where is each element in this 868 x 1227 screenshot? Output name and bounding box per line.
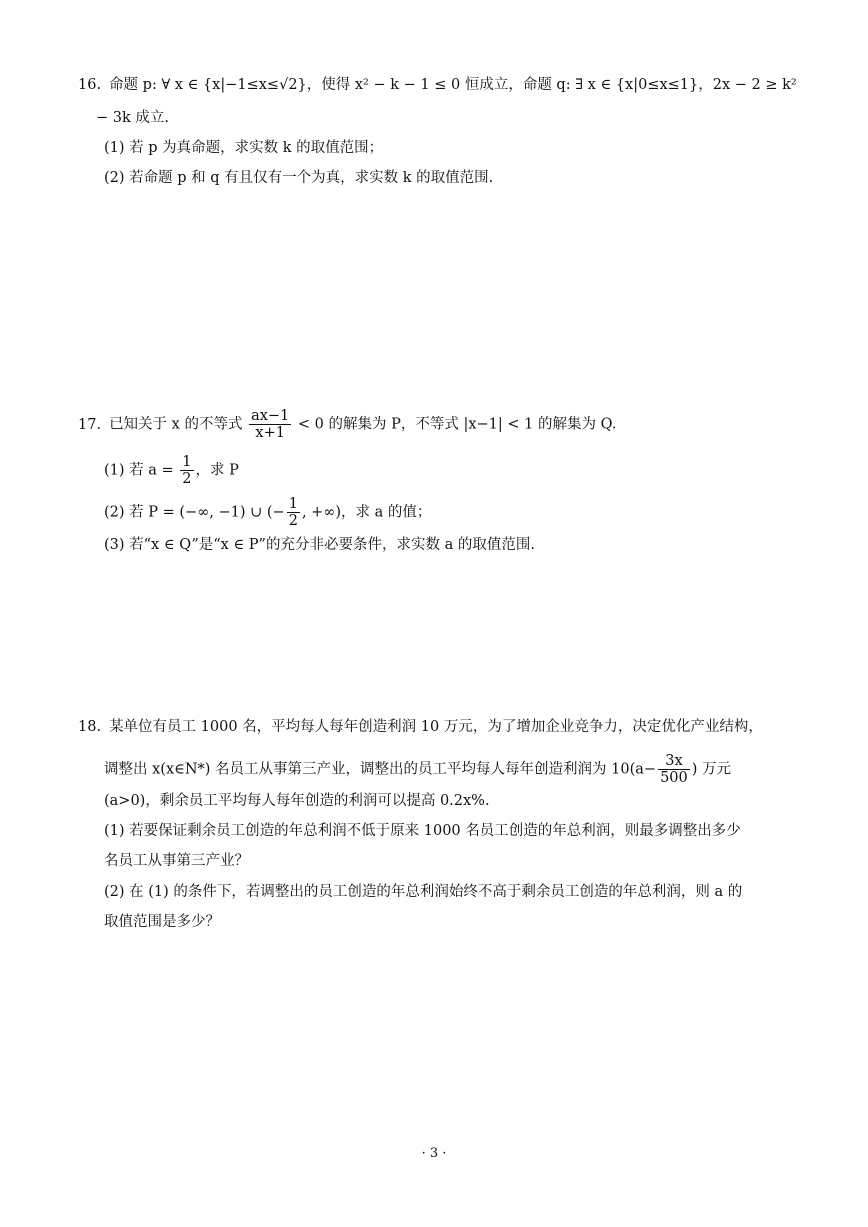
problem-16-line-1	[78, 75, 797, 95]
fraction	[658, 754, 690, 785]
problem-text: 命题 p: ∀ x ∈ {x|−1≤x≤√2}，使得 x² − k − 1 ≤ 0 恒成立，命题 q: ∃ x ∈ {x|0≤x≤1}，2x − 2 ≥ k²	[109, 77, 797, 93]
problem-18-question-2: (2) 在 (1) 的条件下，若调整出的员工创造的年总利润始终不高于剩余员工创造的年总利润，则 a 的	[104, 884, 743, 900]
fraction-numerator: 3x	[658, 754, 690, 770]
problem-16-question-1: (1) 若 p 为真命题，求实数 k 的取值范围；	[104, 140, 384, 156]
problem-text: 已知关于 x 的不等式	[109, 416, 248, 433]
problem-16-question-2: (2) 若命题 p 和 q 有且仅有一个为真，求实数 k 的取值范围.	[104, 170, 494, 186]
question-text: (2) 若 P = (−∞, −1) ∪ (−	[104, 504, 285, 521]
problem-18-question-1: (1) 若要保证剩余员工创造的年总利润不低于原来 1000 名员工创造的年总利润，则最多调整出多少	[104, 823, 741, 839]
problem-18-question-1-cont: 名员工从事第三产业？	[104, 853, 249, 869]
problem-number: 18.	[78, 719, 102, 735]
fraction-denominator: 500	[660, 770, 688, 786]
problem-text: < 0 的解集为 P，不等式 |x−1| < 1 的解集为 Q.	[293, 416, 617, 433]
fraction-numerator: ax−1	[251, 408, 290, 424]
problem-18-line-2	[104, 754, 731, 785]
fraction-numerator: 1	[182, 454, 192, 470]
problem-text: 某单位有员工 1000 名，平均每人每年创造利润 10 万元，为了增加企业竞争力，决定优化产业结构，	[109, 719, 763, 735]
problem-18-line-1	[78, 717, 763, 737]
fraction	[180, 455, 193, 486]
problem-17-intro	[78, 409, 616, 440]
fraction-numerator: 1	[288, 496, 298, 512]
question-text: (1) 若 a =	[104, 462, 179, 479]
fraction	[249, 409, 291, 440]
fraction	[287, 497, 300, 528]
problem-18-line-3: (a>0)，剩余员工平均每人每年创造的利润可以提高 0.2x%.	[104, 793, 490, 809]
problem-number: 16.	[78, 77, 102, 93]
problem-16-line-2: − 3k 成立.	[96, 110, 169, 126]
problem-text: ) 万元	[691, 761, 732, 778]
problem-number: 17.	[78, 416, 102, 433]
fraction-denominator: x+1	[255, 425, 285, 441]
fraction-denominator: 2	[288, 513, 298, 529]
page-number: · 3 ·	[421, 1146, 447, 1161]
problem-17-question-1	[104, 455, 239, 486]
problem-17-question-3: (3) 若“x ∈ Q”是“x ∈ P”的充分非必要条件，求实数 a 的取值范围.	[104, 537, 535, 553]
question-text: ，求 P	[195, 462, 239, 479]
problem-text: 调整出 x(x∈N*) 名员工从事第三产业，调整出的员工平均每人每年创造利润为 10(a−	[104, 761, 657, 778]
fraction-denominator: 2	[182, 471, 192, 487]
question-text: , +∞)，求 a 的值；	[301, 504, 432, 521]
problem-17-question-2	[104, 497, 431, 528]
problem-18-question-2-cont: 取值范围是多少？	[104, 914, 220, 930]
